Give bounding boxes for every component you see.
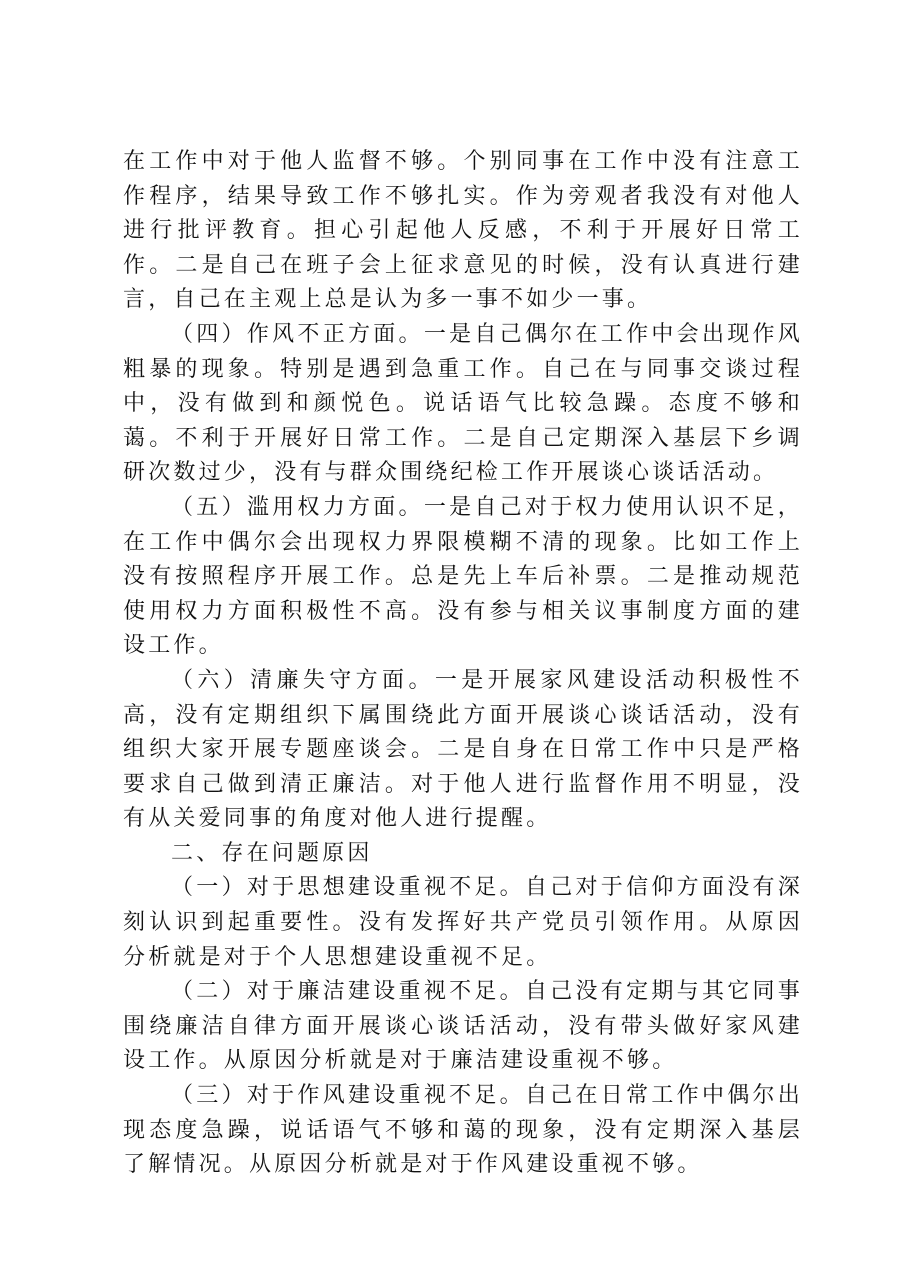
document-body xyxy=(123,145,803,1183)
paragraph-section-5: （五）滥用权力方面。一是自己对于权力使用认识不足，在工作中偶尔会出现权力界限模糊不清的现象。比如工作上没有按照程序开展工作。总是先上车后补票。二是推动规范使用权力方面积极性不高。没有参与相关议事制度方面的建设工作。 xyxy=(123,494,803,659)
paragraph-cause-1: （一）对于思想建设重视不足。自己对于信仰方面没有深刻认识到起重要性。没有发挥好共产党员引领作用。从原因分析就是对于个人思想建设重视不足。 xyxy=(123,875,803,970)
paragraph-cause-3: （三）对于作风建设重视不足。自己在日常工作中偶尔出现态度急躁，说话语气不够和蔼的现象，没有定期深入基层了解情况。从原因分析就是对于作风建设重视不够。 xyxy=(123,1083,803,1178)
section-heading-causes: 二、存在问题原因 xyxy=(171,840,373,866)
paragraph-section-4: （四）作风不正方面。一是自己偶尔在工作中会出现作风粗暴的现象。特别是遇到急重工作。自己在与同事交谈过程中，没有做到和颜悦色。说话语气比较急躁。态度不够和蔼。不利于开展好日常工作。二是自己定期深入基层下乡调研次数过少，没有与群众围绕纪检工作开展谈心谈话活动。 xyxy=(123,321,803,486)
paragraph-cause-2: （二）对于廉洁建设重视不足。自己没有定期与其它同事围绕廉洁自律方面开展谈心谈话活动，没有带头做好家风建设工作。从原因分析就是对于廉洁建设重视不够。 xyxy=(123,979,803,1074)
paragraph-continuation: 在工作中对于他人监督不够。个别同事在工作中没有注意工作程序，结果导致工作不够扎实。作为旁观者我没有对他人进行批评教育。担心引起他人反感，不利于开展好日常工作。二是自己在班子会上征求意见的时候，没有认真进行建言，自己在主观上总是认为多一事不如少一事。 xyxy=(123,149,803,313)
paragraph-section-6: （六）清廉失守方面。一是开展家风建设活动积极性不高，没有定期组织下属围绕此方面开展谈心谈话活动，没有组织大家开展专题座谈会。二是自身在日常工作中只是严格要求自己做到清正廉洁。对于他人进行监督作用不明显，没有从关爱同事的角度对他人进行提醒。 xyxy=(123,667,803,832)
